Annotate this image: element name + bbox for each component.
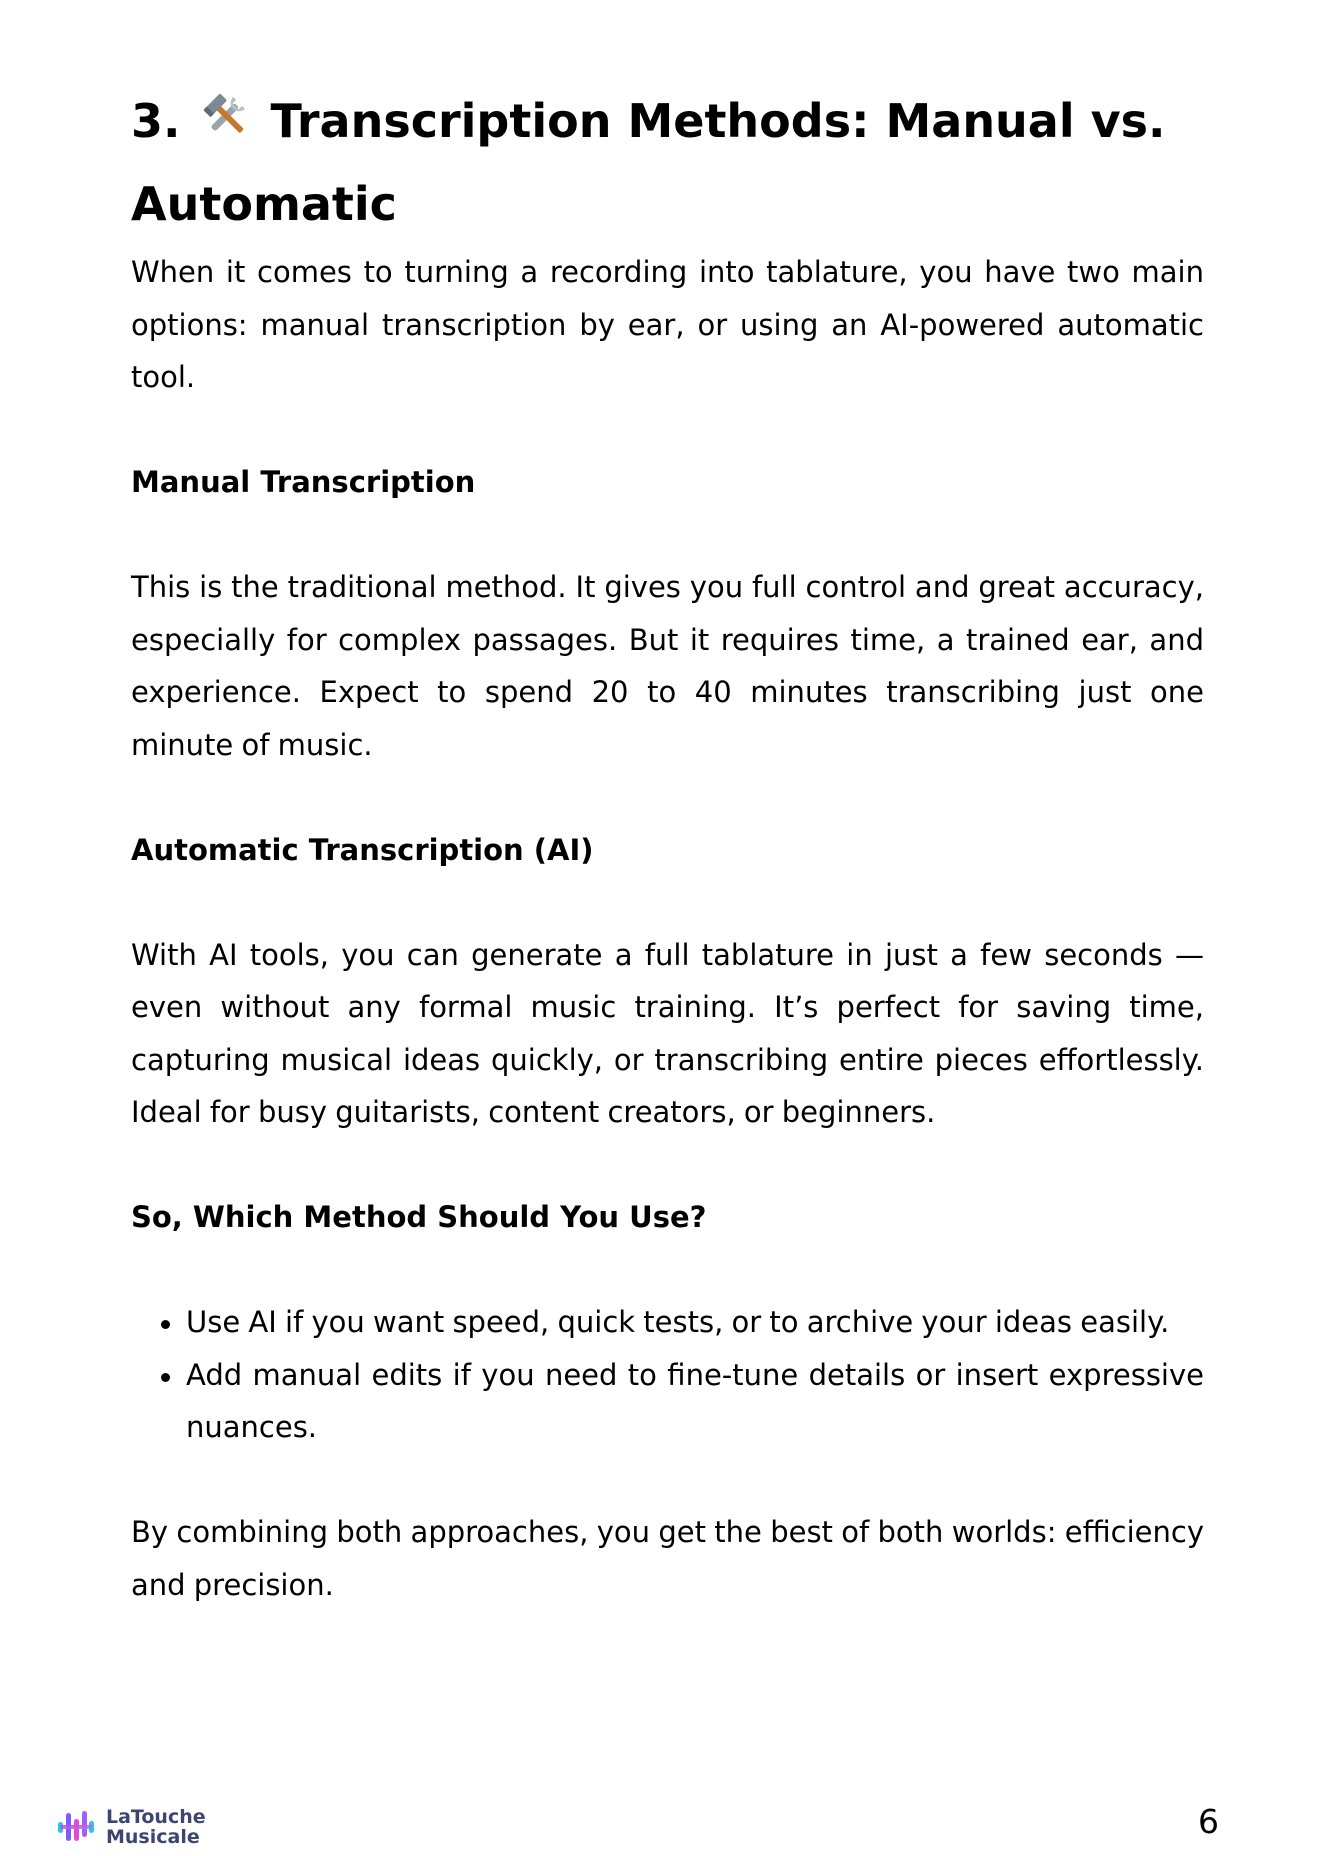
brand-logo bbox=[56, 1807, 206, 1847]
bullet-icon bbox=[161, 1373, 170, 1382]
intro-paragraph: When it comes to turning a recording into tablature, you have two main options: manual transcription by ear, or using an AI-powered automatic tool. bbox=[131, 255, 1204, 394]
title-line1: Transcription Methods: Manual vs. bbox=[270, 94, 1166, 148]
waveform-logo-icon bbox=[56, 1807, 96, 1847]
section-number: 3. bbox=[131, 94, 181, 148]
bullet-icon bbox=[161, 1320, 170, 1329]
which-method-heading: So, Which Method Should You Use? bbox=[131, 1200, 707, 1234]
list-item bbox=[131, 1349, 1204, 1454]
page-content bbox=[131, 80, 1204, 1611]
manual-paragraph: This is the traditional method. It gives you full control and great accuracy, especially for complex passages. But it requires time, a trained ear, and experience. Expect to spend 20 to 40 minutes transcribing just one minute of music. bbox=[131, 570, 1204, 762]
hammer-and-wrench-icon bbox=[199, 86, 253, 140]
page-title bbox=[131, 80, 1204, 246]
title-line2: Automatic bbox=[131, 177, 397, 231]
automatic-paragraph: With AI tools, you can generate a full tablature in just a few seconds — even without any formal music training. It’s perfect for saving time, capturing musical ideas quickly, or transcribing entire pieces effortlessly. Ideal for busy guitarists, content creators, or beginners. bbox=[131, 937, 1204, 1129]
list-item-text: Use AI if you want speed, quick tests, or to archive your ideas easily. bbox=[186, 1305, 1170, 1339]
list-item-text: Add manual edits if you need to fine-tune details or insert expressive nuances. bbox=[186, 1357, 1204, 1444]
conclusion-paragraph: By combining both approaches, you get the best of both worlds: efficiency and precision. bbox=[131, 1515, 1204, 1602]
list-item bbox=[131, 1296, 1204, 1349]
automatic-heading: Automatic Transcription (AI) bbox=[131, 832, 594, 867]
recommendation-list bbox=[131, 1296, 1204, 1454]
page-number: 6 bbox=[1198, 1802, 1219, 1841]
manual-heading: Manual Transcription bbox=[131, 465, 476, 499]
logo-line1: LaTouche bbox=[106, 1806, 206, 1828]
logo-line2: Musicale bbox=[106, 1826, 200, 1848]
